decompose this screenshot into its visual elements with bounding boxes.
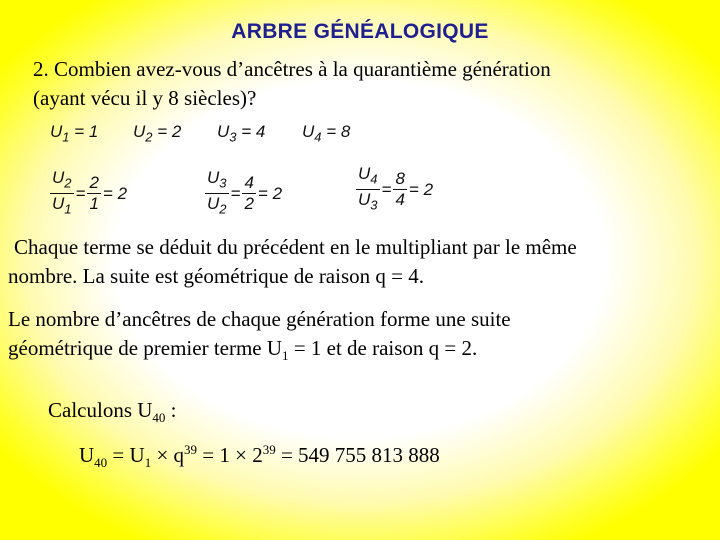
calc-intro: Calculons $U_{40}$ : — [48, 398, 177, 426]
term-u3: $U_3 = 4$ — [217, 122, 266, 145]
ratio-u3-u2: $\frac{U_3}{U_2}$ = $\frac{4}{2}$ = 2 — [207, 168, 283, 217]
paragraph2-line1: Le nombre d’ancêtres de chaque génération forme une suite — [8, 307, 511, 331]
question-line-2: (ayant vécu il y 8 siècles)? — [33, 86, 257, 110]
paragraph-ancestors — [8, 305, 708, 370]
question-line-1: 2. Combien avez-vous d’ancêtres à la quarantième génération — [33, 57, 551, 81]
paragraph1-line2: nombre. La suite est géométrique de raison q = 4. — [8, 264, 424, 288]
term-u2: $U_2 = 2$ — [133, 122, 182, 145]
calc-result: = 549 755 813 888 — [275, 443, 440, 467]
paragraph1-line1: Chaque terme se déduit du précédent en le multipliant par le même — [14, 235, 577, 259]
ratio-u2-u1: $\frac{U_2}{U_1}$ = $\frac{2}{1}$ = 2 — [52, 168, 128, 217]
slide-title: ARBRE GÉNÉALOGIQUE — [231, 20, 489, 43]
paragraph2-line2: géométrique de premier terme $U_1 = 1$ et de raison q = 2. — [8, 336, 478, 364]
paragraph-geometric-ratio — [8, 233, 708, 291]
term-u4: $U_4 = 8$ — [302, 122, 351, 145]
term-u1: $U_1 = 1$ — [50, 122, 99, 145]
question-text — [33, 55, 693, 113]
calc-formula: $U_{40} = U_1 \times q^{39} = 1 \times 2^{39} = 549$ 755 813 888 — [79, 442, 440, 471]
ratio-u4-u3: $\frac{U_4}{U_3}$ = $\frac{8}{4}$ = 2 — [358, 164, 434, 213]
